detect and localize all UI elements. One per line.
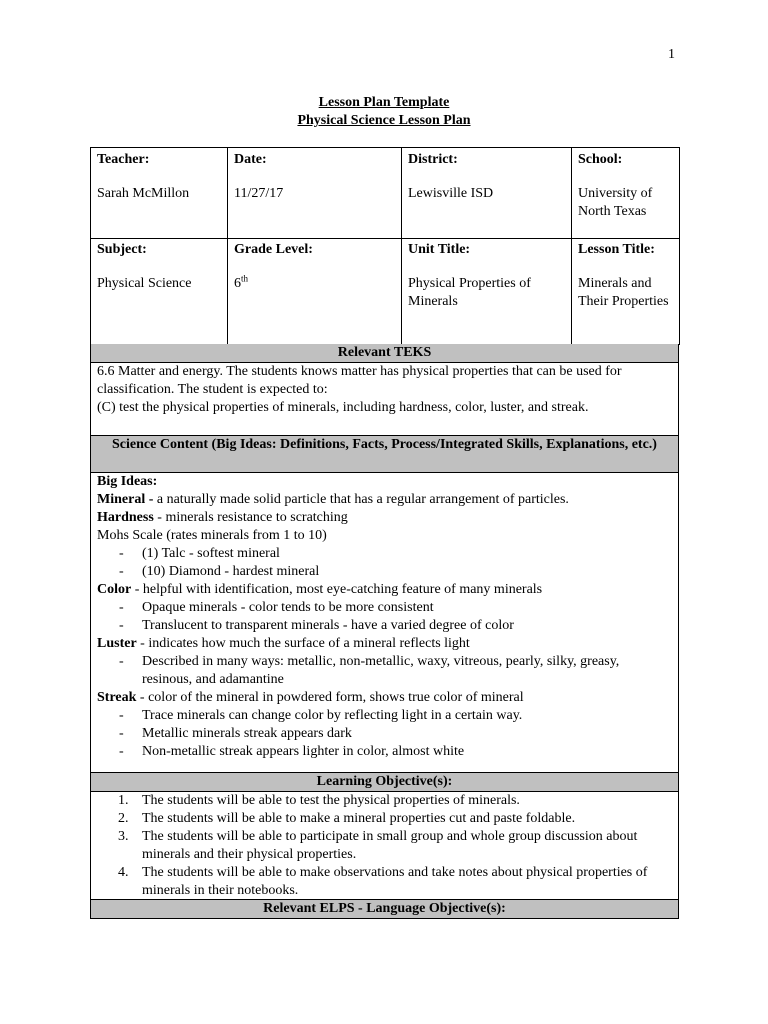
district-label: District:	[408, 152, 458, 167]
hardness-def: - minerals resistance to scratching	[153, 510, 348, 525]
teks-line-1: 6.6 Matter and energy. The students knows matter has physical properties that can be used for classification. The student is expected to:	[97, 364, 622, 397]
teks-body	[91, 363, 678, 436]
hardness-term: Hardness	[97, 510, 154, 525]
title-line-1: Lesson Plan Template	[318, 95, 450, 110]
mohs-scale: Mohs Scale (rates minerals from 1 to 10)	[97, 528, 327, 543]
teacher-label: Teacher:	[97, 152, 150, 167]
mineral-term: Mineral -	[97, 492, 154, 507]
list-item: - Metallic minerals streak appears dark	[119, 726, 352, 741]
list-item: - (10) Diamond - hardest mineral	[119, 564, 320, 579]
school-cell	[572, 148, 680, 239]
elps-heading: Relevant ELPS - Language Objective(s):	[91, 900, 678, 918]
big-ideas-label: Big Ideas:	[97, 474, 158, 489]
luster-def: - indicates how much the surface of a mineral reflects light	[136, 636, 470, 651]
unit-cell	[402, 239, 572, 345]
date-cell	[228, 148, 402, 239]
color-def: - helpful with identification, most eye-catching feature of many minerals	[131, 582, 543, 597]
grade-suffix: th	[241, 273, 249, 284]
color-term: Color	[97, 582, 132, 597]
info-row-1	[91, 148, 680, 239]
list-item: - Translucent to transparent minerals - have a varied degree of color	[119, 618, 514, 633]
grade-number: 6	[234, 276, 241, 291]
date-value: 11/27/17	[234, 186, 284, 201]
page-number: 1	[668, 47, 675, 62]
document-title	[0, 94, 768, 130]
lesson-cell	[572, 239, 680, 345]
school-label: School:	[578, 152, 623, 167]
streak-definition	[97, 689, 672, 707]
date-label: Date:	[234, 152, 267, 167]
list-item: 2. The students will be able to make a mineral properties cut and paste foldable.	[118, 811, 576, 826]
list-item: - Described in many ways: metallic, non-metallic, waxy, vitreous, pearly, silky, greasy, resinous, and adamantine	[119, 654, 620, 687]
teacher-cell	[91, 148, 228, 239]
streak-def: - color of the mineral in powdered form, shows true color of mineral	[136, 690, 524, 705]
grade-cell	[228, 239, 402, 345]
district-value: Lewisville ISD	[408, 186, 494, 201]
school-value: University of North Texas	[578, 186, 653, 219]
list-item: 1. The students will be able to test the physical properties of minerals.	[118, 793, 520, 808]
list-item: - Non-metallic streak appears lighter in color, almost white	[119, 744, 465, 759]
mineral-definition	[97, 491, 672, 509]
list-item: - Opaque minerals - color tends to be more consistent	[119, 600, 434, 615]
lesson-value: Minerals and Their Properties	[578, 276, 669, 309]
unit-label: Unit Title:	[408, 242, 471, 257]
science-content-body	[91, 473, 678, 773]
mineral-def: a naturally made solid particle that has a regular arrangement of particles.	[153, 492, 569, 507]
streak-term: Streak	[97, 690, 137, 705]
subject-value: Physical Science	[97, 276, 192, 291]
teacher-value: Sarah McMillon	[97, 186, 190, 201]
luster-term: Luster	[97, 636, 137, 651]
list-item: - (1) Talc - softest mineral	[119, 546, 280, 561]
title-line-2: Physical Science Lesson Plan	[297, 113, 471, 128]
list-item: 4. The students will be able to make observations and take notes about physical properties of minerals in their notebooks.	[118, 865, 648, 898]
learning-objectives-heading: Learning Objective(s):	[91, 773, 678, 792]
lesson-sections	[90, 344, 679, 919]
unit-value: Physical Properties of Minerals	[408, 276, 531, 309]
subject-cell	[91, 239, 228, 345]
subject-label: Subject:	[97, 242, 147, 257]
color-definition	[97, 581, 672, 599]
science-content-heading: Science Content (Big Ideas: Definitions, Facts, Process/Integrated Skills, Explanations, etc.)	[91, 436, 678, 473]
luster-definition	[97, 635, 672, 653]
teks-heading: Relevant TEKS	[91, 344, 678, 363]
grade-value	[234, 275, 395, 293]
lesson-label: Lesson Title:	[578, 242, 655, 257]
list-item: 3. The students will be able to participate in small group and whole group discussion about minerals and their physical properties.	[118, 829, 638, 862]
info-row-2	[91, 239, 680, 345]
list-item: - Trace minerals can change color by reflecting light in a certain way.	[119, 708, 523, 723]
district-cell	[402, 148, 572, 239]
teks-line-2: (C) test the physical properties of minerals, including hardness, color, luster, and streak.	[97, 400, 589, 415]
lesson-info-table	[90, 147, 680, 345]
hardness-definition	[97, 509, 672, 527]
grade-label: Grade Level:	[234, 242, 313, 257]
learning-objectives-body	[91, 792, 678, 900]
